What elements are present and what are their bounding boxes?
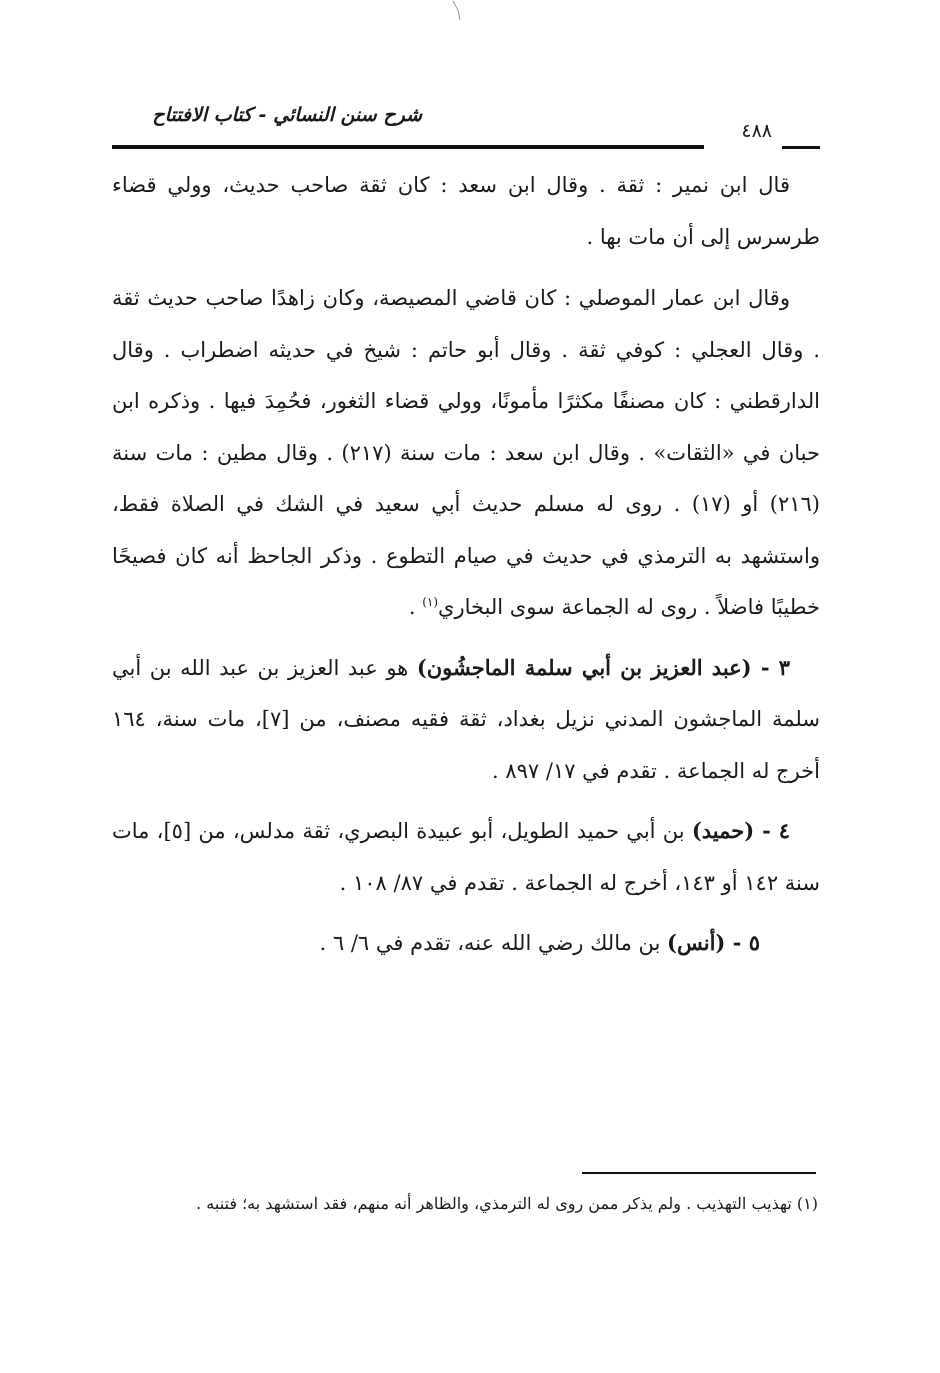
paragraph-text: بن أبي حميد الطويل، أبو عبيدة البصري، ثقة مدلس، من [٥]، مات سنة ١٤٢ أو ١٤٣، أخرج له الجماعة . تقدم في ٨٧/ ١٠٨ . — [112, 819, 820, 895]
footnote — [112, 1186, 818, 1222]
header-rule-short — [782, 146, 820, 149]
paragraph-text: قال ابن نمير : ثقة . وقال ابن سعد : كان ثقة صاحب حديث، وولي قضاء طرسرس إلى أن مات بها . — [112, 173, 820, 249]
paragraph-text: وقال ابن عمار الموصلي : كان قاضي المصيصة، وكان زاهدًا صاحب حديث ثقة . وقال العجلي : كوفي ثقة . وقال أبو حاتم : شيخ في حديثه اضطراب . وقال الدارقطني : كان مصنفًا مكثرًا مأمونًا، وولي قضاء الثغور، فحُمِدَ فيها . وذكره ابن حبان في «الثقات» . وقال ابن سعد : مات سنة (٢١٧) . وقال مطين : مات سنة (٢١٦) أو (١٧) . روى له مسلم حديث أبي سعيد في الشك في الصلاة فقط، واستشهد به الترمذي في حديث في صيام التطوع . وذكر الجاحظ أنه كان فصيحًا خطيبًا فاضلاً . روى له الجماعة سوى البخاري — [112, 286, 820, 619]
narrator-name: (أنس) — [667, 930, 726, 955]
header-rule — [112, 145, 704, 149]
paragraph-2 — [112, 273, 820, 634]
narrator-name: (عبد العزيز بن أبي سلمة الماجشُون) — [416, 654, 752, 680]
paragraph-text: هو عبد العزيز بن عبد الله بن أبي سلمة الماجشون المدني نزيل بغداد، ثقة فقيه مصنف، من [٧]، مات سنة، ١٦٤ أخرج له الجماعة . تقدم في ١٧/ ٨٩٧ . — [112, 655, 820, 783]
footnote-separator — [582, 1172, 816, 1174]
item-number: ٤ - — [754, 818, 790, 843]
page-header — [112, 104, 820, 154]
paragraph-1 — [112, 160, 820, 263]
paragraph-5 — [112, 917, 820, 970]
item-number: ٥ - — [725, 930, 760, 955]
paragraph-4 — [112, 805, 820, 909]
paragraph-3 — [112, 642, 820, 798]
paper-scratch-mark — [452, 0, 462, 24]
running-title: شرح سنن النسائي - كتاب الافتتاح — [152, 104, 422, 126]
footnote-text: (١) تهذيب التهذيب . ولم يذكر ممن روى له الترمذي، والظاهر أنه منهم، فقد استشهد به؛ فتنبه . — [196, 1194, 818, 1213]
page-number: ٤٨٨ — [741, 120, 772, 142]
paragraph-end: . — [408, 595, 423, 619]
paragraph-text: بن مالك رضي الله عنه، تقدم في ٦/ ٦ . — [319, 931, 668, 955]
main-text — [112, 160, 820, 980]
item-number: ٣ - — [751, 654, 791, 680]
footnote-reference[interactable]: (١) — [422, 595, 439, 609]
narrator-name: (حميد) — [691, 818, 755, 843]
